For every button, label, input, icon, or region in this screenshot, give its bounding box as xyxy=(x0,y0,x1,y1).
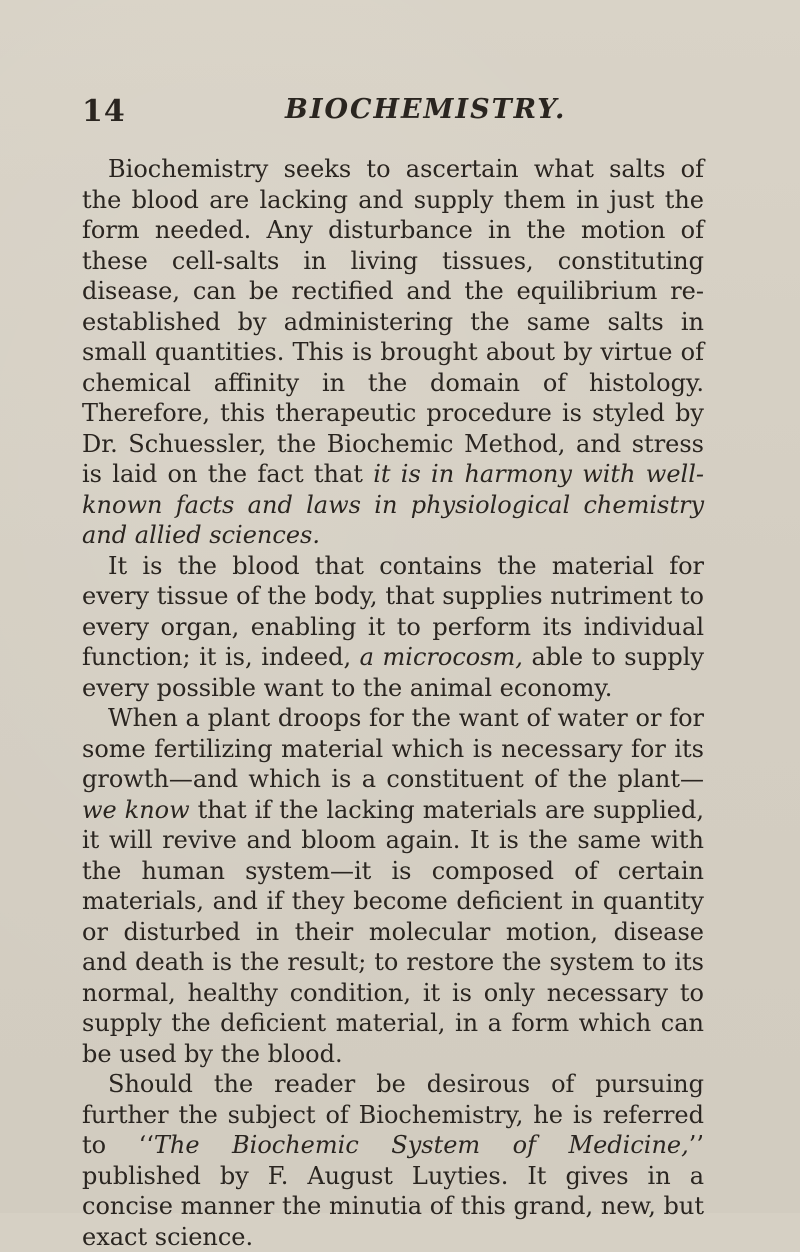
paragraph-blood xyxy=(82,551,704,704)
running-title: BIOCHEMISTRY. xyxy=(285,94,567,125)
page-number: 14 xyxy=(82,94,126,129)
italic-segment: we know xyxy=(82,795,190,824)
text-segment: When a plant droops for the want of water or for some fertilizing material which is necessary for its growth—and which is a constituent of the plant— xyxy=(82,704,704,793)
text-segment: Should the reader be desirous of pursuing further the subject of Biochemistry, he is referred to ‘‘ xyxy=(82,1070,704,1159)
running-head xyxy=(82,94,704,134)
text-segment: It is the blood that contains the material for every tissue of the body, that supplies nutriment to every organ, enabling it to perform its individual function; it is, indeed, xyxy=(82,551,704,671)
italic-segment: it is in harmony with well-known facts and laws in physiological chemistry and allied sciences. xyxy=(82,460,704,549)
paragraph-biochemistry-intro xyxy=(82,154,704,551)
italic-segment: a microcosm, xyxy=(359,643,523,671)
text-segment: Biochemistry seeks to ascertain what salts of the blood are lacking and supply them in just the form needed. Any disturbance in the motion of these cell-salts in living tissues, constituting disease, can be rectified and the equilibrium re-established by administering the same salts in small quantities. This is brought about by virtue of chemical affinity in the domain of histology. Therefore, this therapeutic procedure is styled by Dr. Schuessler, the Biochemic Method, and stress is laid on the fact that xyxy=(82,155,704,488)
italic-segment: The Biochemic System of Medicine, xyxy=(153,1131,689,1159)
paragraph-plant-analogy xyxy=(82,703,704,1069)
text-segment: able to supply every possible want to the animal economy. xyxy=(82,643,704,702)
paragraph-reference xyxy=(82,1069,704,1252)
text-segment: ’’ published by F. August Luyties. It gives in a concise manner the minutia of this grand, new, but exact science. xyxy=(82,1131,704,1251)
text-segment: that if the lacking materials are supplied, it will revive and bloom again. It is the same with the human system—it is composed of certain materials, and if they become deficient in quantity or disturbed in their molecular motion, disease and death is the result; to restore the system to its normal, healthy condition, it is only necessary to supply the deficient material, in a form which can be used by the blood. xyxy=(82,795,704,1068)
